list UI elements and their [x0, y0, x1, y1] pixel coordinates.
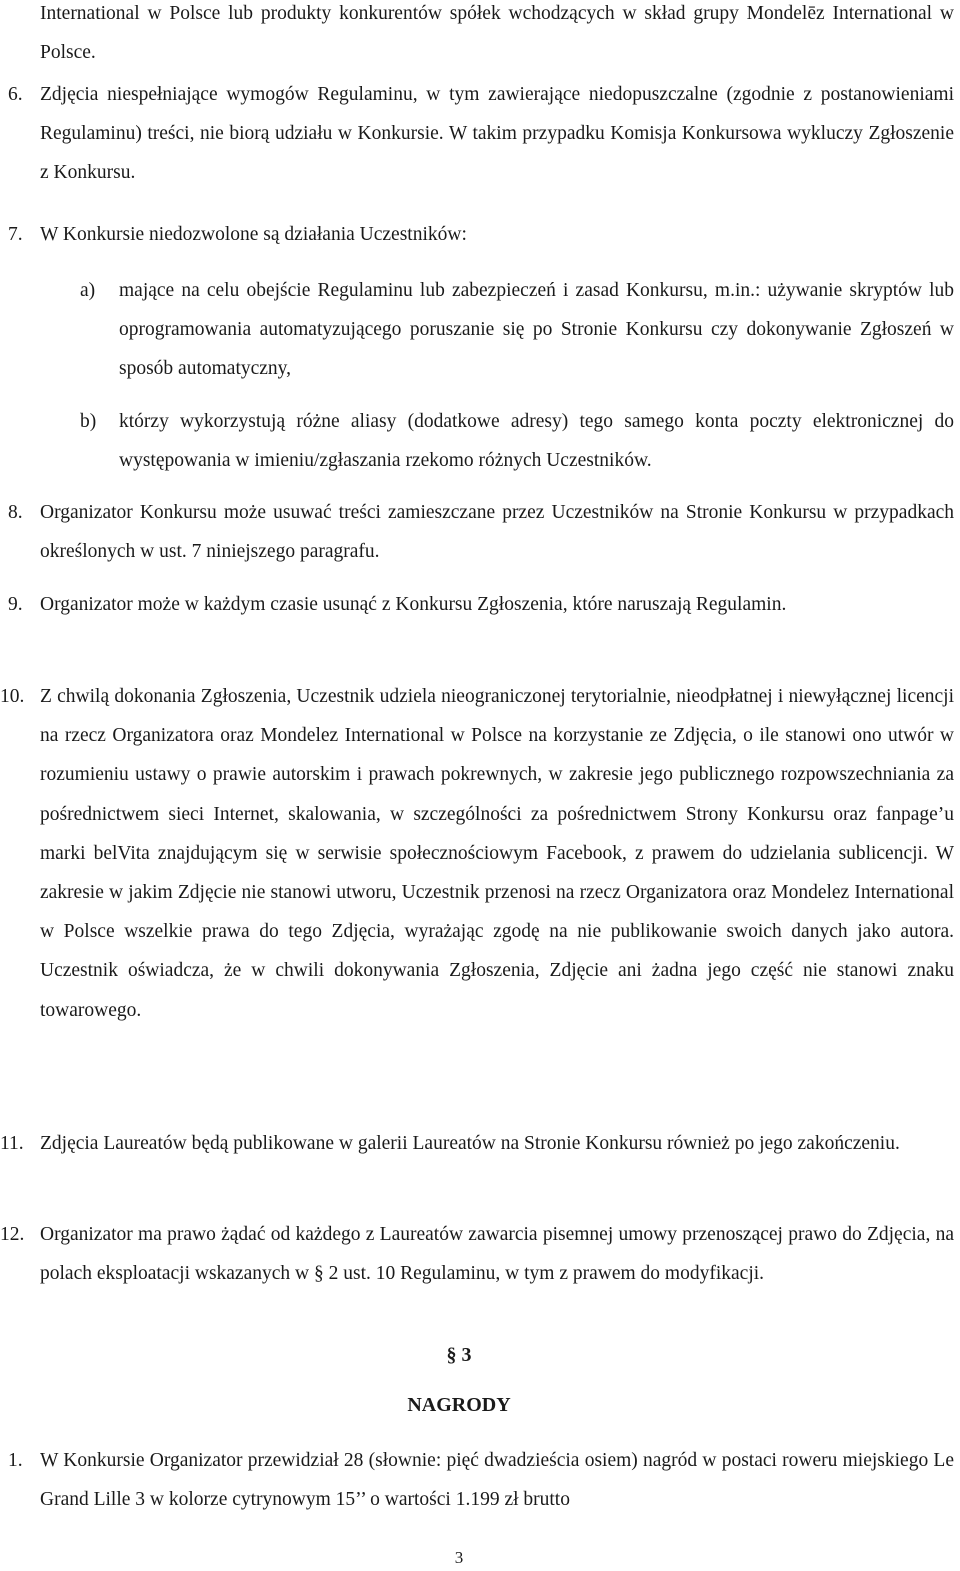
page-number: 3 [454, 1548, 464, 1567]
item-9-text: Organizator może w każdym czasie usunąć z Konkursu Zgłoszenia, które naruszają Regulamin. [40, 594, 787, 615]
subitem-letter-b: b) [80, 411, 97, 432]
item-number-9: 9. [8, 594, 23, 615]
item-number-6: 6. [8, 84, 23, 105]
subitem-letter-a: a) [80, 280, 96, 301]
section-symbol: § 3 [446, 1344, 472, 1366]
section-item-1-text: W Konkursie Organizator przewidział 28 (słownie: pięć dwadzieścia osiem) nagród w postaci roweru miejskiego Le Grand Lille 3 w kolorze cytrynowym 15’’ o wartości 1.199 zł brutto [40, 1450, 954, 1511]
item-7-text: W Konkursie niedozwolone są działania Uczestników: [40, 224, 467, 245]
subitem-b-text: którzy wykorzystują różne aliasy (dodatkowe adresy) tego samego konta poczty elektronicznej do występowania w imieniu/zgłaszania rzekomo różnych Uczestników. [119, 411, 954, 472]
intro-paragraph: International w Polsce lub produkty konkurentów spółek wchodzących w skład grupy Mondelēz International w Polsce. [40, 3, 954, 64]
item-number-8: 8. [8, 502, 23, 523]
item-6-text: Zdjęcia niespełniające wymogów Regulaminu, w tym zawierające niedopuszczalne (zgodnie z postanowieniami Regulaminu) treści, nie biorą udziału w Konkursie. W takim przypadku Komisja Konkursowa wykluczy Zgłoszenie z Konkursu. [40, 84, 954, 184]
section-item-number-1: 1. [8, 1450, 23, 1471]
item-11-text: Zdjęcia Laureatów będą publikowane w galerii Laureatów na Stronie Konkursu również po jego zakończeniu. [40, 1133, 900, 1154]
item-10-text: Z chwilą dokonania Zgłoszenia, Uczestnik udziela nieograniczonej terytorialnie, nieodpłatnej i niewyłącznej licencji na rzecz Organizatora oraz Mondelez International w Polsce na korzystanie ze Zdjęcia, o ile stanowi ono utwór w rozumieniu ustawy o prawie autorskim i prawach pokrewnych, w zakresie jego publicznego rozpowszechniania za pośrednictwem sieci Internet, skalowania, w szczególności za pośrednictwem Strony Konkursu oraz fanpage’u marki belVita znajdującym się w serwisie społecznościowym Facebook, z prawem do udzielania sublicencji. W zakresie w jakim Zdjęcie nie stanowi utworu, Uczestnik przenosi na rzecz Organizatora oraz Mondelez International w Polsce wszelkie prawa do tego Zdjęcia, wyrażając zgodę na nie publikowanie swoich danych jako autora. Uczestnik oświadcza, że w chwili dokonywania Zgłoszenia, Zdjęcie ani żadna jego część nie stanowi znaku towarowego. [40, 686, 954, 1021]
section-title: NAGRODY [407, 1394, 511, 1416]
item-number-12: 12. [0, 1224, 25, 1245]
subitem-a-text: mające na celu obejście Regulaminu lub zabezpieczeń i zasad Konkursu, m.in.: używanie skryptów lub oprogramowania automatyzującego poruszanie się po Stronie Konkursu czy dokonywanie Zgłoszeń w sposób automatyczny, [119, 280, 954, 380]
item-number-7: 7. [8, 224, 23, 245]
item-number-11: 11. [0, 1133, 24, 1154]
item-12-text: Organizator ma prawo żądać od każdego z Laureatów zawarcia pisemnej umowy przenoszącej prawo do Zdjęcia, na polach eksploatacji wskazanych w § 2 ust. 10 Regulaminu, w tym z prawem do modyfikacji. [40, 1224, 954, 1285]
item-8-text: Organizator Konkursu może usuwać treści zamieszczane przez Uczestników na Stronie Konkursu w przypadkach określonych w ust. 7 niniejszego paragrafu. [40, 502, 954, 563]
item-number-10: 10. [0, 686, 25, 707]
